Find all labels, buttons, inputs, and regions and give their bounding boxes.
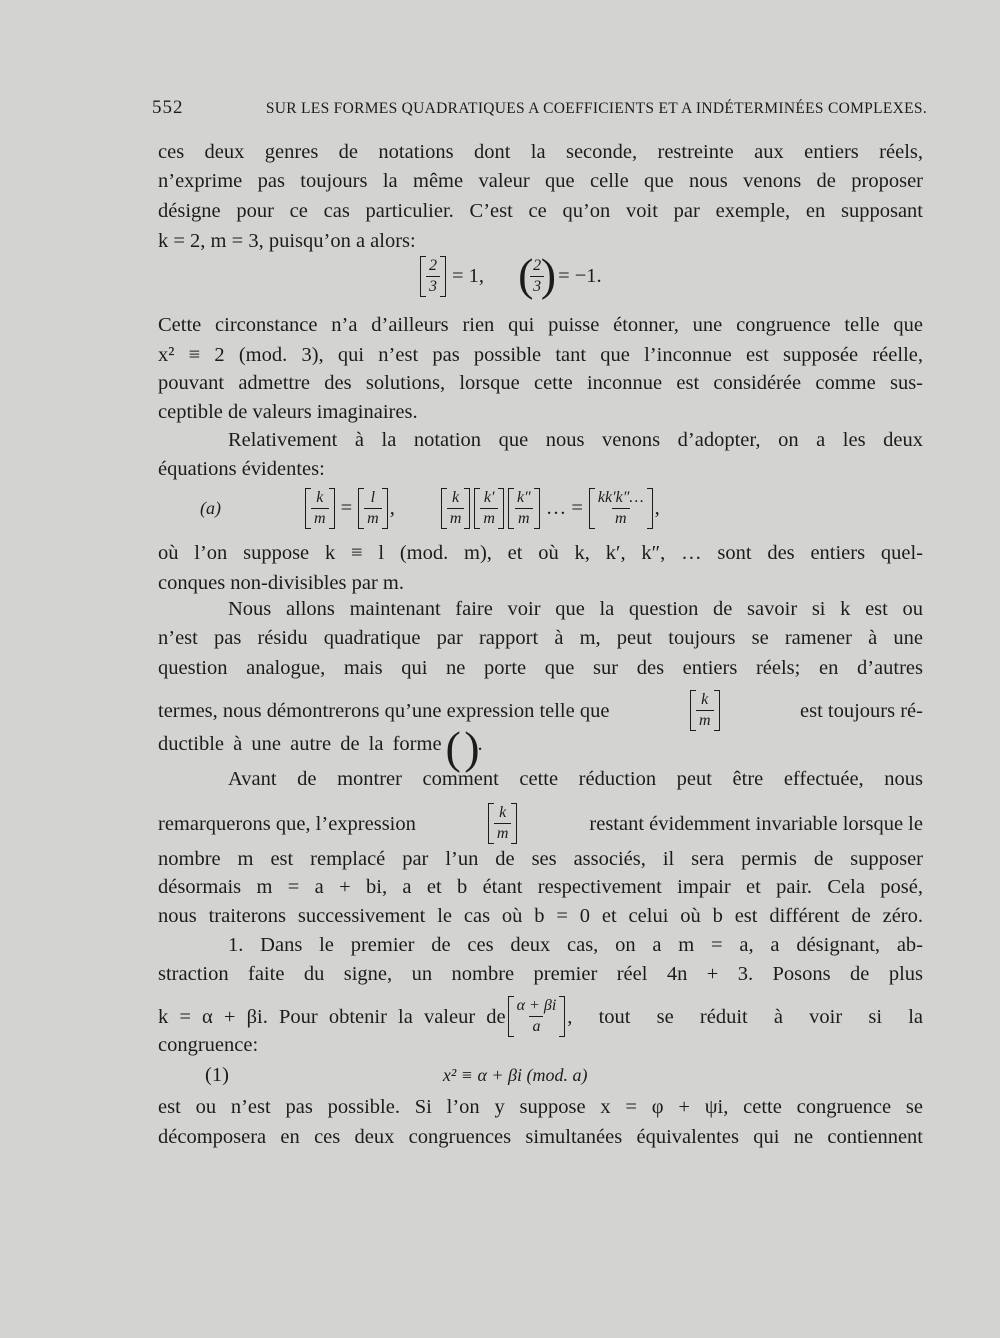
text-line: ces deux genres de notations dont la seconde, restreinte aux entiers réels, — [158, 141, 923, 163]
text-line: Nous allons maintenant faire voir que la question de savoir si k est ou — [228, 598, 923, 620]
text-line: x² ≡ 2 (mod. 3), qui n’est pas possible tant que l’inconnue est supposée réelle, — [158, 344, 923, 366]
text-line: désormais m = a + bi, a et b étant respectivement impair et pair. Cela posé, — [158, 876, 923, 898]
text-line: straction faite du signe, un nombre premier réel 4n + 3. Posons de plus — [158, 963, 923, 985]
page-number: 552 — [152, 97, 184, 118]
text-line: où l’on suppose k ≡ l (mod. m), et où k, k′, k″, … sont des entiers quel- — [158, 542, 923, 564]
text-line: termes, nous démontrerons qu’une expression telle que $\frac{k}{m}$ est toujours ré- — [158, 691, 923, 729]
text-line: Cette circonstance n’a d’ailleurs rien qui puisse étonner, une congruence telle que — [158, 314, 923, 336]
text-line: équations évidentes: — [158, 458, 325, 480]
running-title: SUR LES FORMES QUADRATIQUES A COEFFICIENTS ET A INDÉTERMINÉES COMPLEXES. — [265, 100, 927, 117]
text-line: désigne pour ce cas particulier. C’est ce qu’on voit par exemple, en supposant — [158, 200, 923, 222]
text-line: décomposera en ces deux congruences simultanées équivalentes qui ne contiennent — [158, 1126, 923, 1148]
text-line: nous traiterons successivement le cas où b = 0 et celui où b est différent de zéro. — [158, 905, 923, 927]
equation-label: (1) — [205, 1064, 229, 1086]
text-line: remarquerons que, l’expression $\frac{k}{m}$ restant évidemment invariable lorsque le — [158, 804, 923, 842]
equation-a: (a) $\frac{k}{m}$ = $\frac{l}{m}$ , $\frac{k}{m}$ $\frac{k'}{m}$ $\frac{k''}{m}$ … = $\frac{kk'k''\dots}{m}$ , — [200, 489, 660, 527]
text-line: est ou n’est pas possible. Si l’on y suppose x = φ + ψi, cette congruence se — [158, 1096, 923, 1118]
text-line: conques non-divisibles par m. — [158, 572, 404, 594]
text-line: Relativement à la notation que nous venons d’adopter, on a les deux — [228, 429, 923, 451]
text-line: question analogue, mais qui ne porte que sur des entiers réels; en d’autres — [158, 657, 923, 679]
text-line: n’est pas résidu quadratique par rapport à m, peut toujours se ramener à une — [158, 627, 923, 649]
running-header — [152, 97, 927, 119]
text-line: Avant de montrer comment cette réduction peut être effectuée, nous — [228, 768, 923, 790]
text-line: congruence: — [158, 1034, 259, 1056]
text-line: ceptible de valeurs imaginaires. — [158, 401, 418, 423]
text-line: 1. Dans le premier de ces deux cas, on a m = a, a désignant, ab- — [228, 934, 923, 956]
text-line: k = α + βi. Pour obtenir la valeur de $\frac{\alpha + \beta i}{a}$ , tout se réduit à voir si la — [158, 997, 923, 1035]
equation-legendre-example: $\frac{2}{3}$ = 1, ( $\frac{2}{3}$ ) = −1. — [418, 258, 602, 295]
text-line: n’exprime pas toujours la même valeur que celle que nous venons de proposer — [158, 170, 923, 192]
text-line: pouvant admettre des solutions, lorsque cette inconnue est considérée comme sus- — [158, 372, 923, 394]
text-line: nombre m est remplacé par l’un de ses associés, il sera permis de supposer — [158, 848, 923, 870]
equation-1: (1) x² ≡ α + βi (mod. a) — [205, 1064, 588, 1086]
text-line: k = 2, m = 3, puisqu’on a alors: — [158, 230, 416, 252]
text-line: ductible à une autre de la forme ( ) . — [158, 731, 923, 757]
equation-label: (a) — [200, 498, 221, 518]
